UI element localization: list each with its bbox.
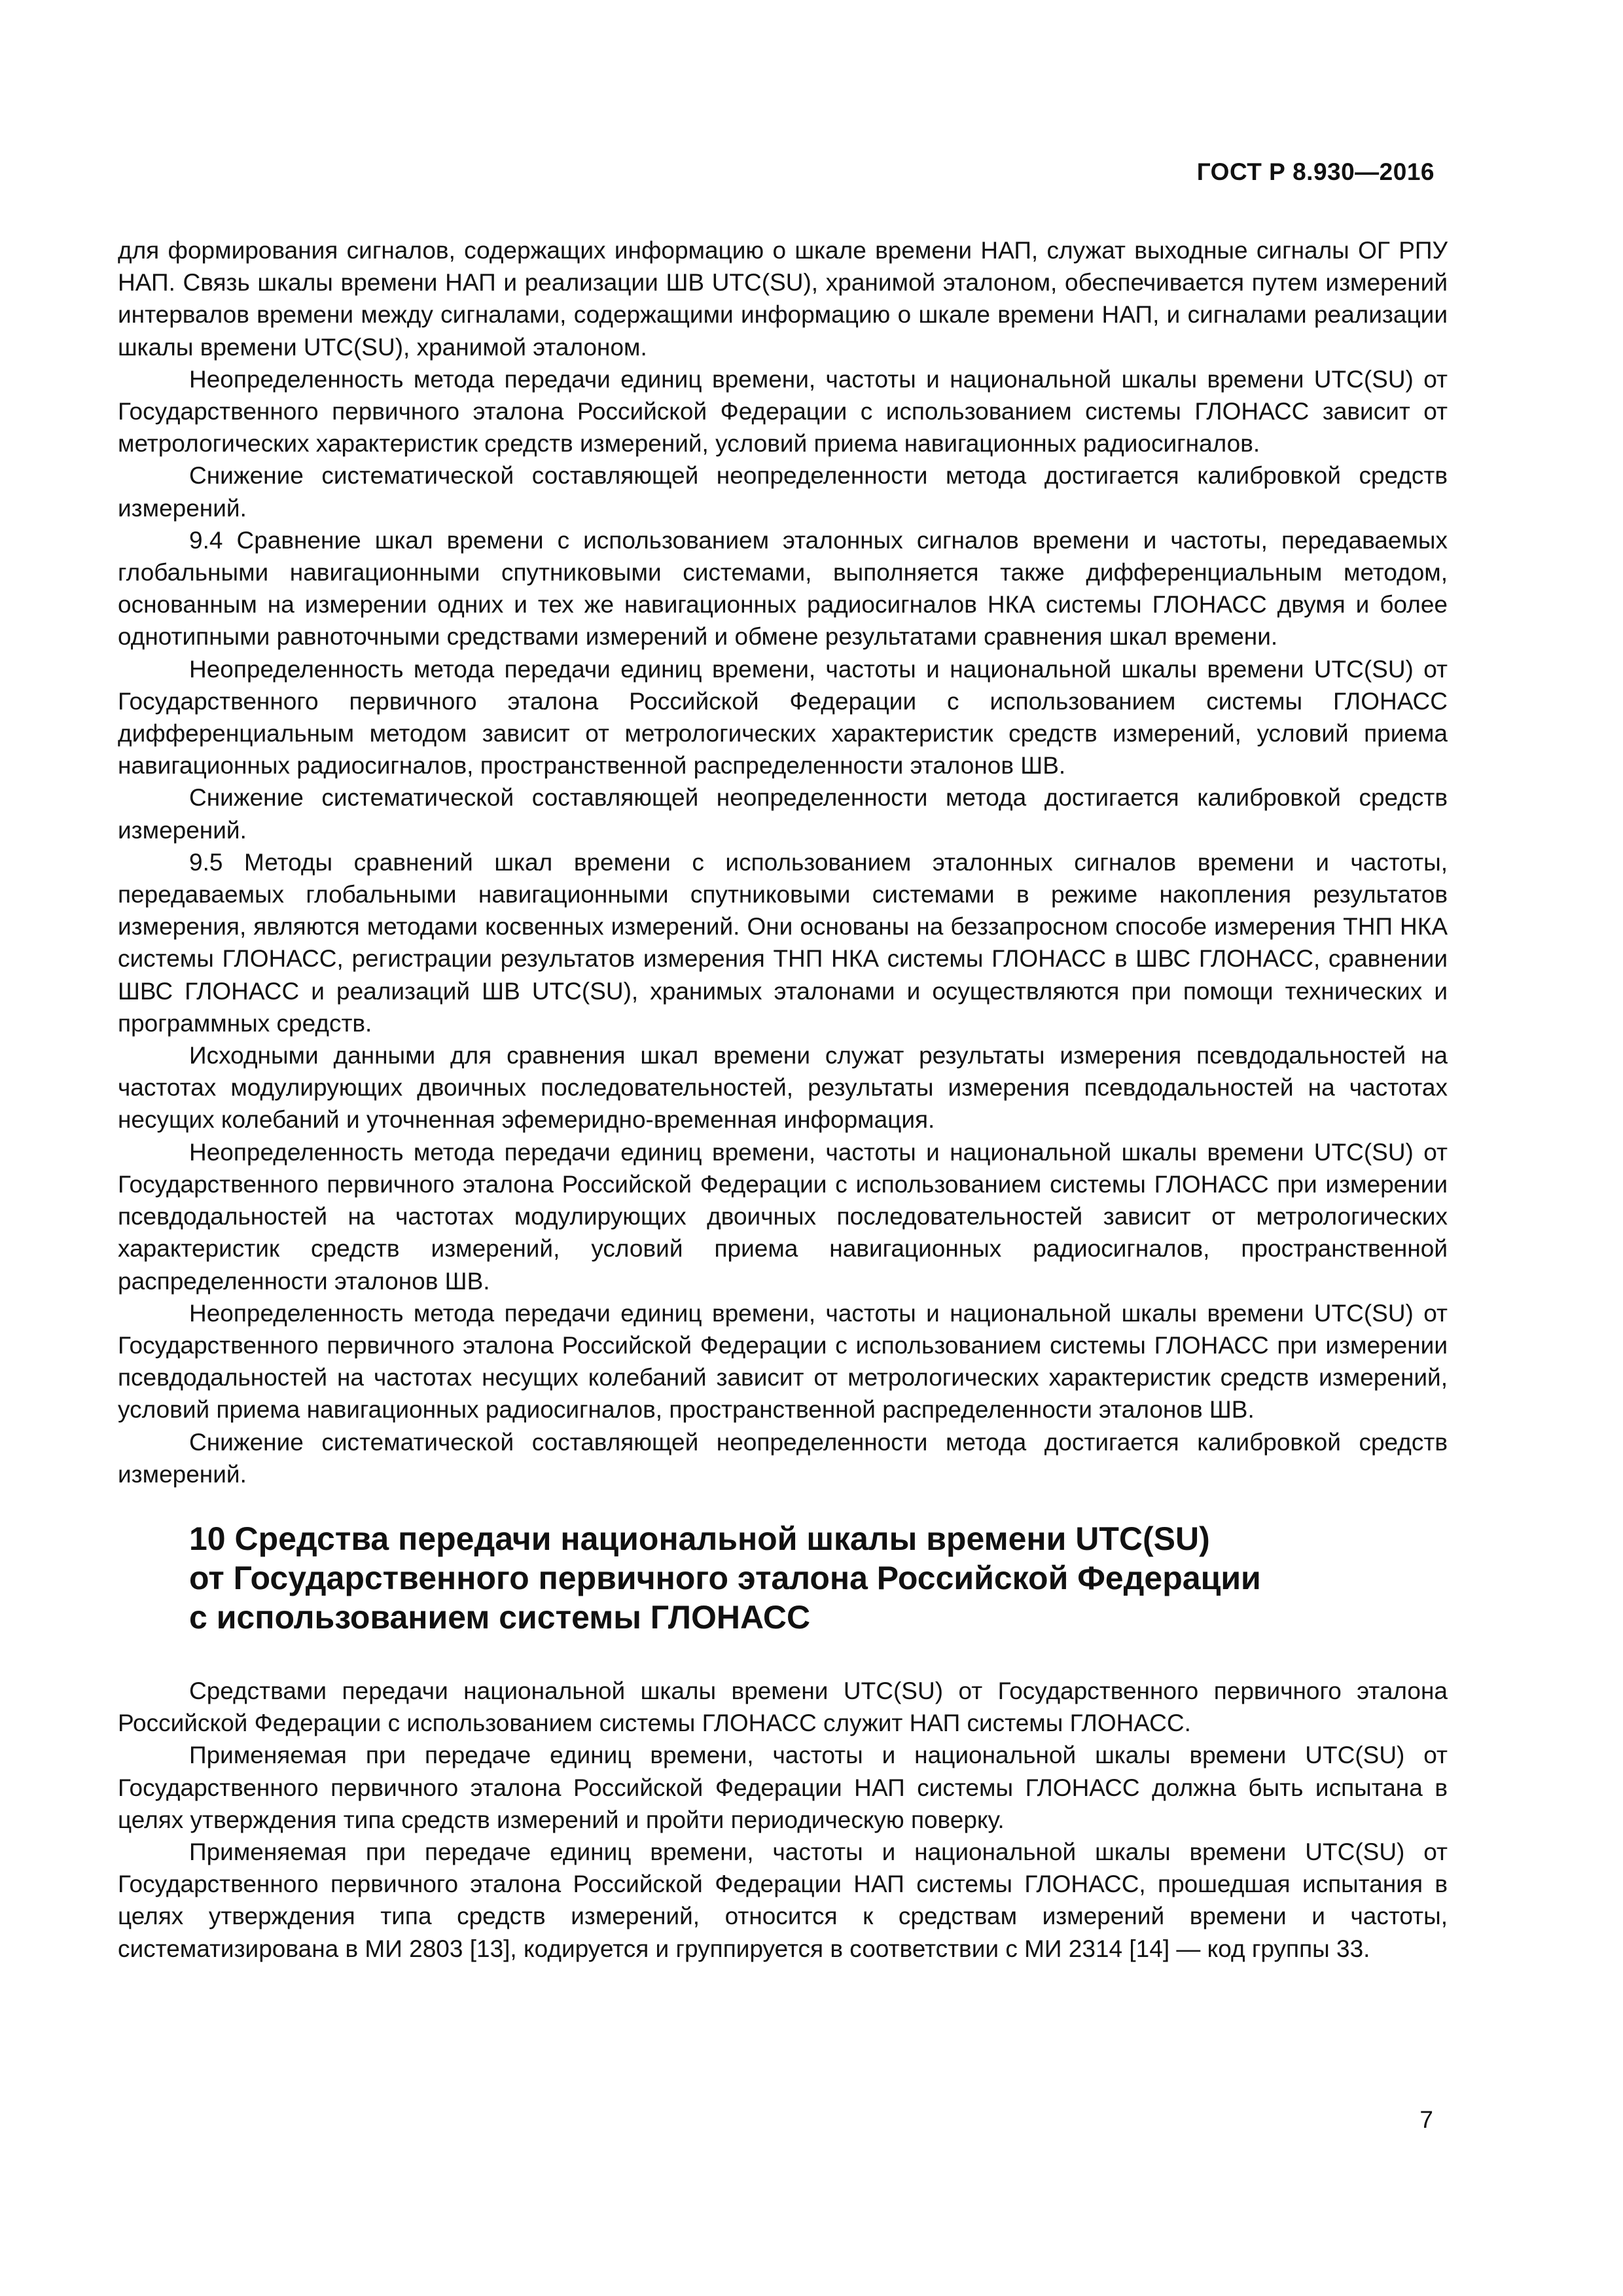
paragraph: Средствами передачи национальной шкалы времени UTC(SU) от Государственного первичного эталона Российской Федерации с использованием системы ГЛОНАСС служит НАП системы ГЛОНАСС. (118, 1677, 1448, 1737)
paragraph: Неопределенность метода передачи единиц времени, частоты и национальной шкалы времени UTC(SU) от Государственного первичного эталона Российской Федерации с использованием системы ГЛОНАСС дифференциальным методом зависит от метрологических характеристик средств измерений, условий приема навигационных радиосигналов, пространственной распределенности эталонов ШВ. (118, 655, 1448, 780)
document-code-header: ГОСТ Р 8.930—2016 (1196, 158, 1435, 185)
section-heading-line: с использованием системы ГЛОНАСС (189, 1598, 811, 1636)
paragraph: Применяемая при передаче единиц времени, частоты и национальной шкалы времени UTC(SU) от Государственного первичного эталона Российской Федерации НАП системы ГЛОНАСС должна быть испытана в целях утверждения типа средств измерений и пройти периодическую поверку. (118, 1742, 1448, 1833)
clause-9-5: 9.5 Методы сравнений шкал времени с использованием эталонных сигналов времени и частоты, передаваемых глобальными навигационными спутниковыми системами в режиме накопления результатов измерения, являются методами косвенных измерений. Они основаны на беззапросном способе измерения ТНП НКА системы ГЛОНАСС, регистрации результатов измерения ТНП НКА системы ГЛОНАСС в ШВС ГЛОНАСС, сравнении ШВС ГЛОНАСС и реализаций ШВ UTC(SU), хранимых эталонами и осуществляются при помощи технических и программных средств. (118, 848, 1448, 1037)
paragraph: Снижение систематической составляющей неопределенности метода достигается калибровкой средств измерений. (118, 784, 1448, 844)
section-heading-line: 10 Средства передачи национальной шкалы времени UTC(SU) (189, 1520, 1210, 1557)
section-10-heading (189, 1519, 1448, 1637)
paragraph: Неопределенность метода передачи единиц времени, частоты и национальной шкалы времени UTC(SU) от Государственного первичного эталона Российской Федерации с использованием системы ГЛОНАСС при измерении псевдодальностей на частотах модулирующих двоичных последовательностей зависит от метрологических характеристик средств измерений, условий приема навигационных радиосигналов, пространственной распределенности эталонов ШВ. (118, 1138, 1448, 1295)
document-body (118, 234, 1448, 1965)
paragraph: Неопределенность метода передачи единиц времени, частоты и национальной шкалы времени UTC(SU) от Государственного первичного эталона Российской Федерации с использованием системы ГЛОНАСС зависит от метрологических характеристик средств измерений, условий приема навигационных радиосигналов. (118, 365, 1448, 457)
section-heading-line: от Государственного первичного эталона Российской Федерации (189, 1559, 1261, 1596)
paragraph: Снижение систематической составляющей неопределенности метода достигается калибровкой средств измерений. (118, 1428, 1448, 1488)
paragraph: Неопределенность метода передачи единиц времени, частоты и национальной шкалы времени UTC(SU) от Государственного первичного эталона Российской Федерации с использованием системы ГЛОНАСС при измерении псевдодальностей на частотах несущих колебаний зависит от метрологических характеристик средств измерений, условий приема навигационных радиосигналов, пространственной распределенности эталонов ШВ. (118, 1299, 1448, 1424)
page-number: 7 (1419, 2106, 1433, 2133)
paragraph: Исходными данными для сравнения шкал времени служат результаты измерения псевдодальностей на частотах модулирующих двоичных последовательностей, результаты измерения псевдодальностей на частотах несущих колебаний и уточненная эфемеридно-временная информация. (118, 1042, 1448, 1134)
clause-9-4: 9.4 Сравнение шкал времени с использованием эталонных сигналов времени и частоты, передаваемых глобальными навигационными спутниковыми системами, выполняется также дифференциальным методом, основанным на измерении одних и тех же навигационных радиосигналов НКА системы ГЛОНАСС двумя и более однотипными равноточными средствами измерений и обмене результатами сравнения шкал времени. (118, 526, 1448, 651)
paragraph: Снижение систематической составляющей неопределенности метода достигается калибровкой средств измерений. (118, 462, 1448, 522)
paragraph: для формирования сигналов, содержащих информацию о шкале времени НАП, служат выходные сигналы ОГ РПУ НАП. Связь шкалы времени НАП и реализации ШВ UTC(SU), хранимой эталоном, обеспечивается путем измерений интервалов времени между сигналами, содержащими информацию о шкале времени НАП, и сигналами реализации шкалы времени UTC(SU), хранимой эталоном. (118, 237, 1448, 361)
paragraph: Применяемая при передаче единиц времени, частоты и национальной шкалы времени UTC(SU) от Государственного первичного эталона Российской Федерации НАП системы ГЛОНАСС, прошедшая испытания в целях утверждения типа средств измерений, относится к средствам измерений времени и частоты, систематизирована в МИ 2803 [13], кодируется и группируется в соответствии с МИ 2314 [14] — код группы 33. (118, 1838, 1448, 1962)
